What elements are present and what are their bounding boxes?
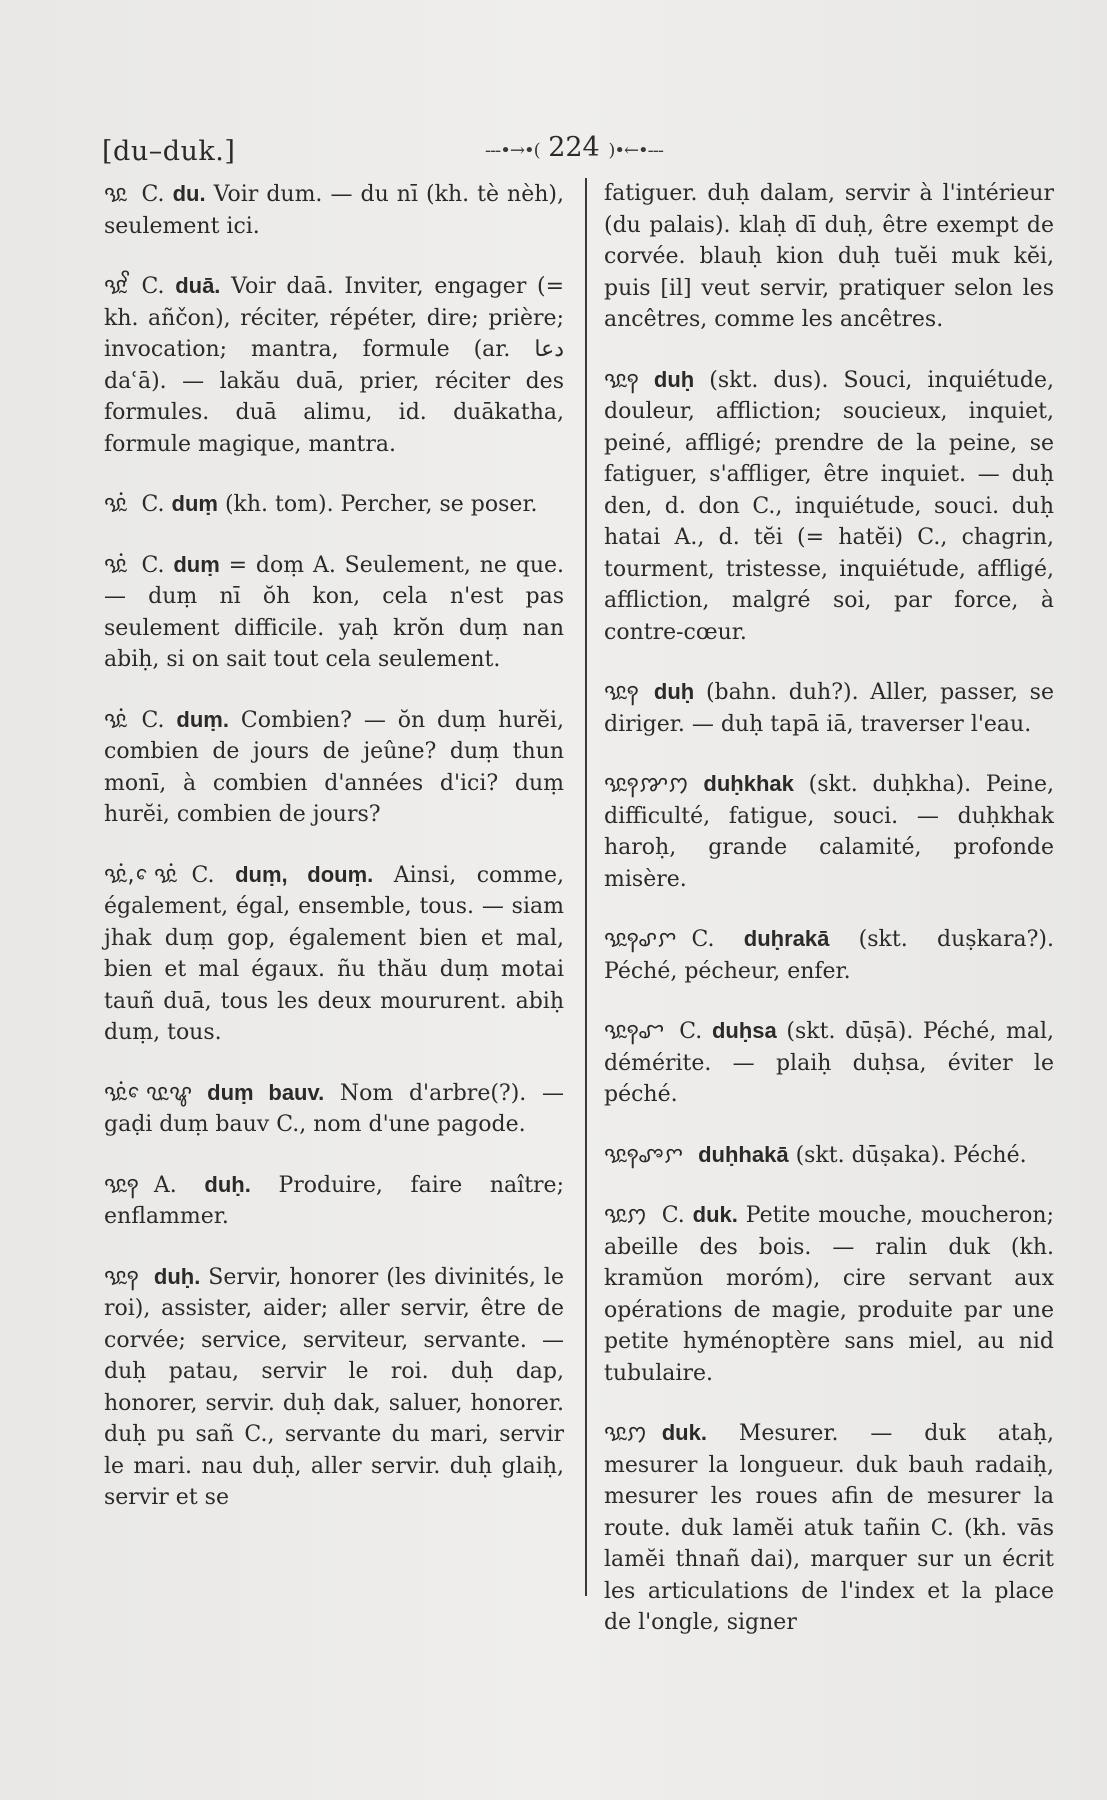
definition-text: Combien? — ŏn duṃ hurĕi, combien de jours de jeûne? duṃ thun monī, à combien d'années d'ici? duṃ hurĕi, combien de jours? [104,707,564,827]
entry-paragraph [604,178,1054,336]
cham-script-headword: ꨕꨭꩍ [104,1264,140,1290]
entry-paragraph [104,270,564,460]
entry-paragraph [104,1077,564,1141]
definition-text: Voir dum. — du nī (kh. tè nèh), seulement ici. [104,182,564,239]
headword: duḥrakā [743,926,830,951]
left-column [104,178,564,1542]
definition-text: (skt. duṣkara?). Péché, pécheur, enfer. [604,927,1054,984]
dictionary-entry [604,768,1054,895]
headword: duḥkhak [703,771,794,796]
entry-paragraph [104,704,564,831]
dictionary-entry [604,923,1054,987]
definition-text: Mesurer. — duk ataḥ, mesurer la longueur. duk bauh radaiḥ, mesurer les roues afin de mesurer la route. duk lamĕi atuk tañin C. (kh. vās lamĕi thnañ dai), marquer sur un écrit les articulations de l'index et la place de l'ongle, signer [604,1421,1054,1635]
cham-script-headword: ꨕꨭꩍ [604,367,640,393]
entry-paragraph [104,1169,564,1233]
source-abbreviation: C. [141,274,165,299]
headword: duk. [661,1420,707,1445]
dictionary-entry [104,488,564,521]
headword: duḥ. [153,1263,201,1289]
entry-paragraph [604,923,1054,987]
cham-script-headword: ꨕꨭꩍ [104,1172,140,1198]
dictionary-entry [104,549,564,676]
definition-text: Nom d'arbre(?). — gaḍi duṃ bauv C., nom d'une pagode. [104,1080,564,1137]
cham-script-headword: ꨕꨭꨩ [104,274,128,299]
cham-script-headword: ꨕꨭꩍꨨꨆ [604,1142,685,1168]
page-number: 224 [548,132,600,163]
entry-paragraph [604,1015,1054,1111]
headword: duṃ. [176,706,229,732]
headword: duḥhakā [698,1141,789,1167]
cham-script-headword: ꨕꨭꩌ, ꨯꨕꨭꩌ [104,862,178,888]
definition-text: (skt. duḥkha). Peine, difficulté, fatigue, souci. — duḥkhak haroḥ, grande calamité, profonde misère. [604,772,1054,892]
entry-paragraph [104,488,564,521]
dictionary-entry [104,1261,564,1514]
headword: duṃ [171,491,218,516]
dictionary-entry [604,178,1054,336]
cham-script-headword: ꨕꨭꩀ [604,1421,648,1446]
entry-paragraph [604,1417,1054,1639]
column-divider [585,178,587,1596]
dictionary-entry [104,178,564,242]
definition-text: (kh. tom). Percher, se poser. [224,492,538,517]
definition-text: (skt. dūṣā). Péché, mal, démérite. — plaiḥ duḥsa, éviter le péché. [604,1019,1054,1107]
cham-script-headword: ꨕꨭꩍꨇꩀ [604,772,690,797]
definition-text: fatiguer. duḥ dalam, servir à l'intérieur (du palais). klaḥ dī duḥ, être exempt de corvée. blauḥ kion duḥ tuĕi muk kĕi, puis [il] veut servir, pratiquer selon les ancêtres, comme les ancêtres. [604,181,1054,332]
definition-text: (skt. dūṣaka). Péché. [795,1142,1027,1168]
cham-script-headword: ꨕꨭꩍꨧ [604,1019,666,1044]
entry-paragraph [604,768,1054,895]
source-abbreviation: C. [679,1019,703,1044]
headword: duṃ, douṃ. [235,861,374,887]
dictionary-entry [604,676,1054,740]
entry-paragraph [104,178,564,242]
cham-script-headword: ꨕꨭꩍꨣꨆ [604,927,678,952]
dictionary-entry [604,1417,1054,1639]
right-column [604,178,1054,1667]
source-abbreviation: C. [191,862,215,888]
cham-script-headword: ꨕꨭꩌ ꨯꨝꨭꨥ [104,1080,194,1106]
source-abbreviation: C. [661,1203,685,1228]
source-abbreviation: C. [141,492,165,517]
definition-text: Ainsi, comme, également, égal, ensemble, tous. — siam jhak duṃ gop, également bien et mal, bien et mal égaux. ñu thău duṃ motai tauñ duā, tous les deux moururent. abiḥ duṃ, tous. [104,862,565,1045]
dictionary-entry [104,859,564,1049]
source-abbreviation: C. [141,707,165,733]
running-head: [du–duk.] [102,136,236,167]
header-ornament-left: ---•→•( [485,140,540,161]
headword: duḥsa [711,1018,777,1043]
definition-text: = doṃ A. Seulement, ne que. — duṃ nī ŏh kon, cela n'est pas seulement difficile. yaḥ krŏn duṃ nan abiḥ, si on sait tout cela seulement. [104,552,564,672]
headword: duḥ [653,679,695,704]
dictionary-entry [104,1169,564,1233]
cham-script-headword: ꨕꨭꩍ [604,680,640,705]
cham-script-headword: ꨕꨭ [104,182,128,207]
definition-text: Produire, faire naître; enflammer. [104,1172,564,1229]
source-abbreviation: C. [141,552,165,578]
definition-text: Petite mouche, moucheron; abeille des bois. — ralin duk (kh. kramŭon moróm), cire servant aux opérations de magie, produite par une petite hyménoptère sans miel, au nid tubulaire. [604,1203,1055,1386]
cham-script-headword: ꨕꨭꩌ [104,552,128,578]
dictionary-entry [604,364,1054,649]
dictionary-entry [104,1077,564,1141]
source-abbreviation: C. [141,182,165,207]
definition-text: (bahn. duh?). Aller, passer, se diriger. — duḥ tapā iā, traverser l'eau. [604,680,1054,737]
dictionary-entry [604,1015,1054,1111]
cham-script-headword: ꨕꨭꩌ [104,492,128,517]
entry-paragraph [104,549,564,676]
headword: duḥ. [204,1171,251,1197]
entry-paragraph [104,859,564,1049]
headword: du. [172,181,206,206]
headword: duḥ [653,366,695,392]
dictionary-entry [104,704,564,831]
cham-script-headword: ꨕꨭꩌ [104,707,128,733]
entry-paragraph [604,1199,1054,1389]
entry-paragraph [604,676,1054,740]
headword: duṃ [173,551,220,577]
dictionary-entry [604,1139,1054,1172]
entry-paragraph [604,1139,1054,1172]
definition-text: Servir, honorer (les divinités, le roi), assister, aider; aller servir, être de corvée; service, serviteur, servante. — duḥ patau, servir le roi. duḥ dap, honorer, servir. duḥ dak, saluer, honorer. duḥ pu sañ C., servante du mari, servir le mari. nau duḥ, aller servir. duḥ glaiḥ, servir et se [104,1264,564,1510]
headword: duā. [175,273,221,298]
source-abbreviation: C. [691,927,715,952]
definition-text: (skt. dus). Souci, inquiétude, douleur, affliction; soucieux, inquiet, peiné, affligé; prendre de la peine, se fatiguer, s'affliger, être inquiet. — duḥ den, d. don C., inquiétude, souci. duḥ hatai A., d. tĕi (= hatĕi) C., chagrin, tourment, tristesse, inquiétude, affligé, affliction, malgré soi, par force, à contre-cœur. [604,367,1054,645]
headword: duk. [692,1202,738,1227]
dictionary-entry [104,270,564,460]
entry-paragraph [604,364,1054,649]
cham-script-headword: ꨕꨭꩀ [604,1203,648,1228]
headword: duṃ bauv. [207,1079,325,1105]
page-number-header [485,132,663,163]
definition-text: Voir daā. Inviter, engager (= kh. añčon), réciter, répéter, dire; prière; invocation; mantra, formule (ar. دعا daʿā). — lakău duā, prier, réciter des formules. duā alimu, id. duākatha, formule magique, mantra. [104,274,565,457]
source-abbreviation: A. [153,1172,177,1198]
dictionary-entry [604,1199,1054,1389]
entry-paragraph [104,1261,564,1514]
header-ornament-right: )•←•--- [608,140,663,161]
